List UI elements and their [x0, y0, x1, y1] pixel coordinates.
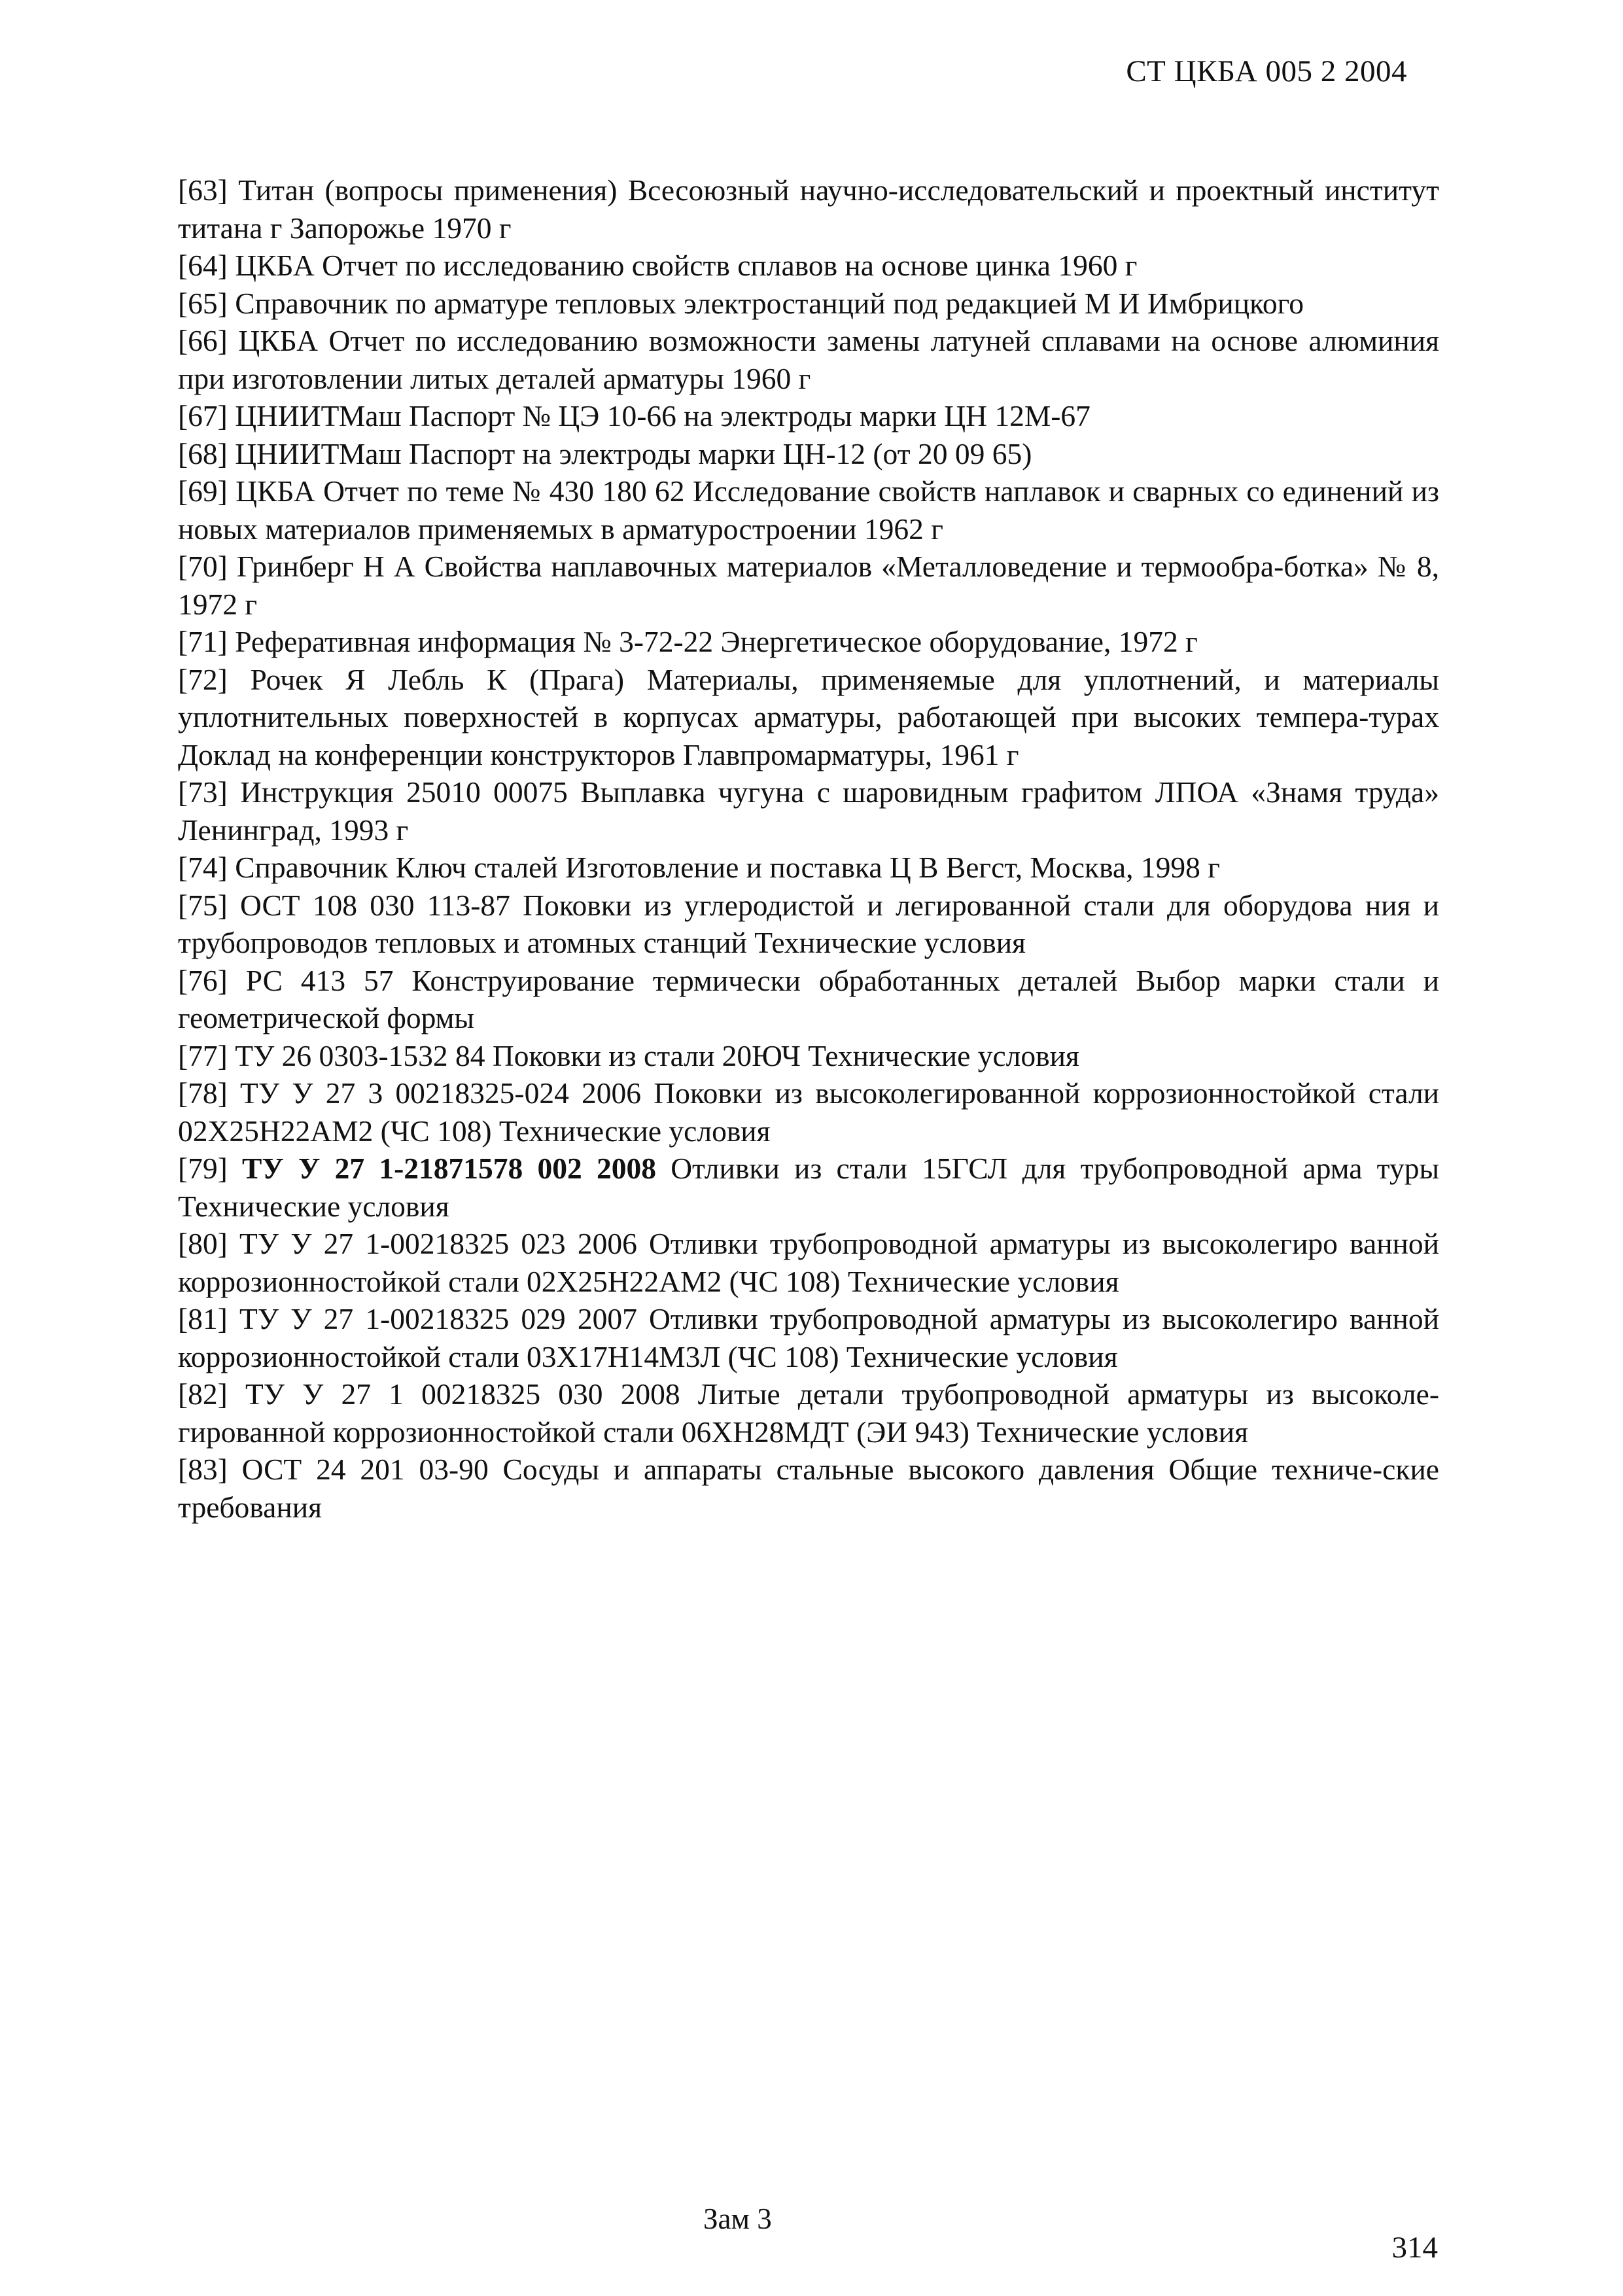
reference-item [178, 1451, 1439, 1526]
reference-item [178, 1225, 1439, 1300]
reference-number: [69] [178, 474, 228, 508]
reference-item [178, 1150, 1439, 1225]
reference-item [178, 548, 1439, 623]
reference-text: ЦНИИТМаш Паспорт № ЦЭ 10-66 на электроды марки ЦН 12М-67 [235, 399, 1091, 433]
document-code: СТ ЦКБА 005 2 2004 [1126, 54, 1407, 88]
reference-number: [74] [178, 851, 228, 884]
reference-text: Реферативная информация № 3-72-22 Энергетическое оборудование, 1972 г [235, 625, 1198, 658]
reference-number: [64] [178, 249, 228, 282]
reference-item [178, 1375, 1439, 1451]
reference-text: ТУ У 27 1-00218325 023 2006 Отливки трубопроводной арматуры из высоколегиро ванной коррозионностойкой стали 02Х25Н22АМ2 (ЧС 108) Технические условия [178, 1227, 1439, 1298]
reference-number: [72] [178, 662, 228, 696]
change-note: Зам 3 [703, 2202, 772, 2235]
reference-number: [82] [178, 1377, 228, 1411]
reference-item [178, 1074, 1439, 1150]
reference-number: [67] [178, 399, 228, 433]
reference-item [178, 1037, 1439, 1075]
reference-text: Инструкция 25010 00075 Выплавка чугуна с шаровидным графитом ЛПОА «Знамя труда» Ленинград, 1993 г [178, 775, 1439, 847]
reference-text: Титан (вопросы применения) Всесоюзный научно-исследовательский и проектный институт титана г Запорожье 1970 г [178, 173, 1439, 245]
reference-text: ЦКБА Отчет по исследованию возможности замены латуней сплавами на основе алюминия при изготовлении литых деталей арматуры 1960 г [178, 324, 1440, 395]
reference-text: ОСТ 24 201 03-90 Сосуды и аппараты стальные высокого давления Общие техниче-ские требования [178, 1453, 1439, 1524]
reference-item [178, 285, 1439, 323]
reference-item [178, 623, 1439, 661]
reference-text: ТУ У 27 3 00218325-024 2006 Поковки из высоколегированной коррозионностойкой стали 02Х25Н22АМ2 (ЧС 108) Технические условия [178, 1076, 1440, 1148]
reference-item [178, 962, 1439, 1037]
reference-item [178, 322, 1439, 397]
reference-number: [78] [178, 1076, 228, 1110]
page-number: 314 [1391, 2231, 1438, 2265]
reference-number: [75] [178, 888, 228, 922]
reference-text: ЦНИИТМаш Паспорт на электроды марки ЦН-12 (от 20 09 65) [235, 436, 1032, 470]
reference-item [178, 1300, 1439, 1375]
reference-text: ТУ У 27 1-00218325 029 2007 Отливки трубопроводной арматуры из высоколегиро ванной коррозионностойкой стали 03Х17Н14М3Л (ЧС 108) Технические условия [178, 1302, 1439, 1373]
reference-number: [80] [178, 1227, 228, 1260]
reference-item [178, 472, 1439, 548]
reference-text: Отливки из стали 15ГСЛ для трубопроводной арма туры Технические условия [178, 1152, 1440, 1223]
reference-item [178, 435, 1439, 473]
reference-number: [68] [178, 436, 228, 470]
reference-number: [83] [178, 1453, 228, 1486]
reference-number: [76] [178, 963, 228, 997]
reference-text: ЦКБА Отчет по теме № 430 180 62 Исследование свойств наплавок и сварных со единений из новых материалов применяемых в арматуростроении 1962 г [178, 474, 1439, 546]
reference-bold-code: ТУ У 27 1-21871578 002 2008 [242, 1152, 656, 1185]
reference-text: РС 413 57 Конструирование термически обработанных деталей Выбор марки стали и геометрической формы [178, 963, 1440, 1034]
reference-item [178, 397, 1439, 435]
reference-text: Справочник Ключ сталей Изготовление и поставка Ц В Вегст, Москва, 1998 г [235, 851, 1220, 884]
reference-text: ЦКБА Отчет по исследованию свойств сплавов на основе цинка 1960 г [235, 249, 1138, 282]
reference-number: [81] [178, 1302, 228, 1335]
reference-text: Рочек Я Лебль К (Прага) Материалы, применяемые для уплотнений, и материалы уплотнительных поверхностей в корпусах арматуры, работающей при высоких темпера-турах Доклад на конференции конструкторов Главпромарматуры, 1961 г [178, 662, 1439, 771]
reference-number: [79] [178, 1152, 228, 1185]
reference-text: ОСТ 108 030 113-87 Поковки из углеродистой и легированной стали для оборудова ния и трубопроводов тепловых и атомных станций Технические условия [178, 888, 1440, 959]
reference-item [178, 773, 1439, 849]
reference-number: [66] [178, 324, 228, 357]
reference-text: Гринберг Н А Свойства наплавочных материалов «Металловедение и термообра-ботка» № 8, 1972 г [178, 550, 1439, 621]
reference-number: [70] [178, 550, 228, 583]
reference-text: Справочник по арматуре тепловых электростанций под редакцией М И Имбрицкого [235, 286, 1304, 320]
reference-number: [73] [178, 775, 228, 809]
reference-text: ТУ У 27 1 00218325 030 2008 Литые детали трубопроводной арматуры из высоколе-гированной коррозионностойкой стали 06ХН28МДТ (ЭИ 943) Технические условия [178, 1377, 1439, 1449]
reference-text: ТУ 26 0303-1532 84 Поковки из стали 20ЮЧ Технические условия [235, 1038, 1079, 1072]
reference-item [178, 661, 1439, 774]
reference-item [178, 247, 1439, 285]
reference-number: [71] [178, 625, 228, 658]
reference-item [178, 849, 1439, 887]
reference-number: [77] [178, 1038, 228, 1072]
reference-number: [65] [178, 286, 228, 320]
reference-number: [63] [178, 173, 228, 207]
reference-list [178, 171, 1439, 1526]
reference-item [178, 887, 1439, 962]
reference-item [178, 171, 1439, 247]
